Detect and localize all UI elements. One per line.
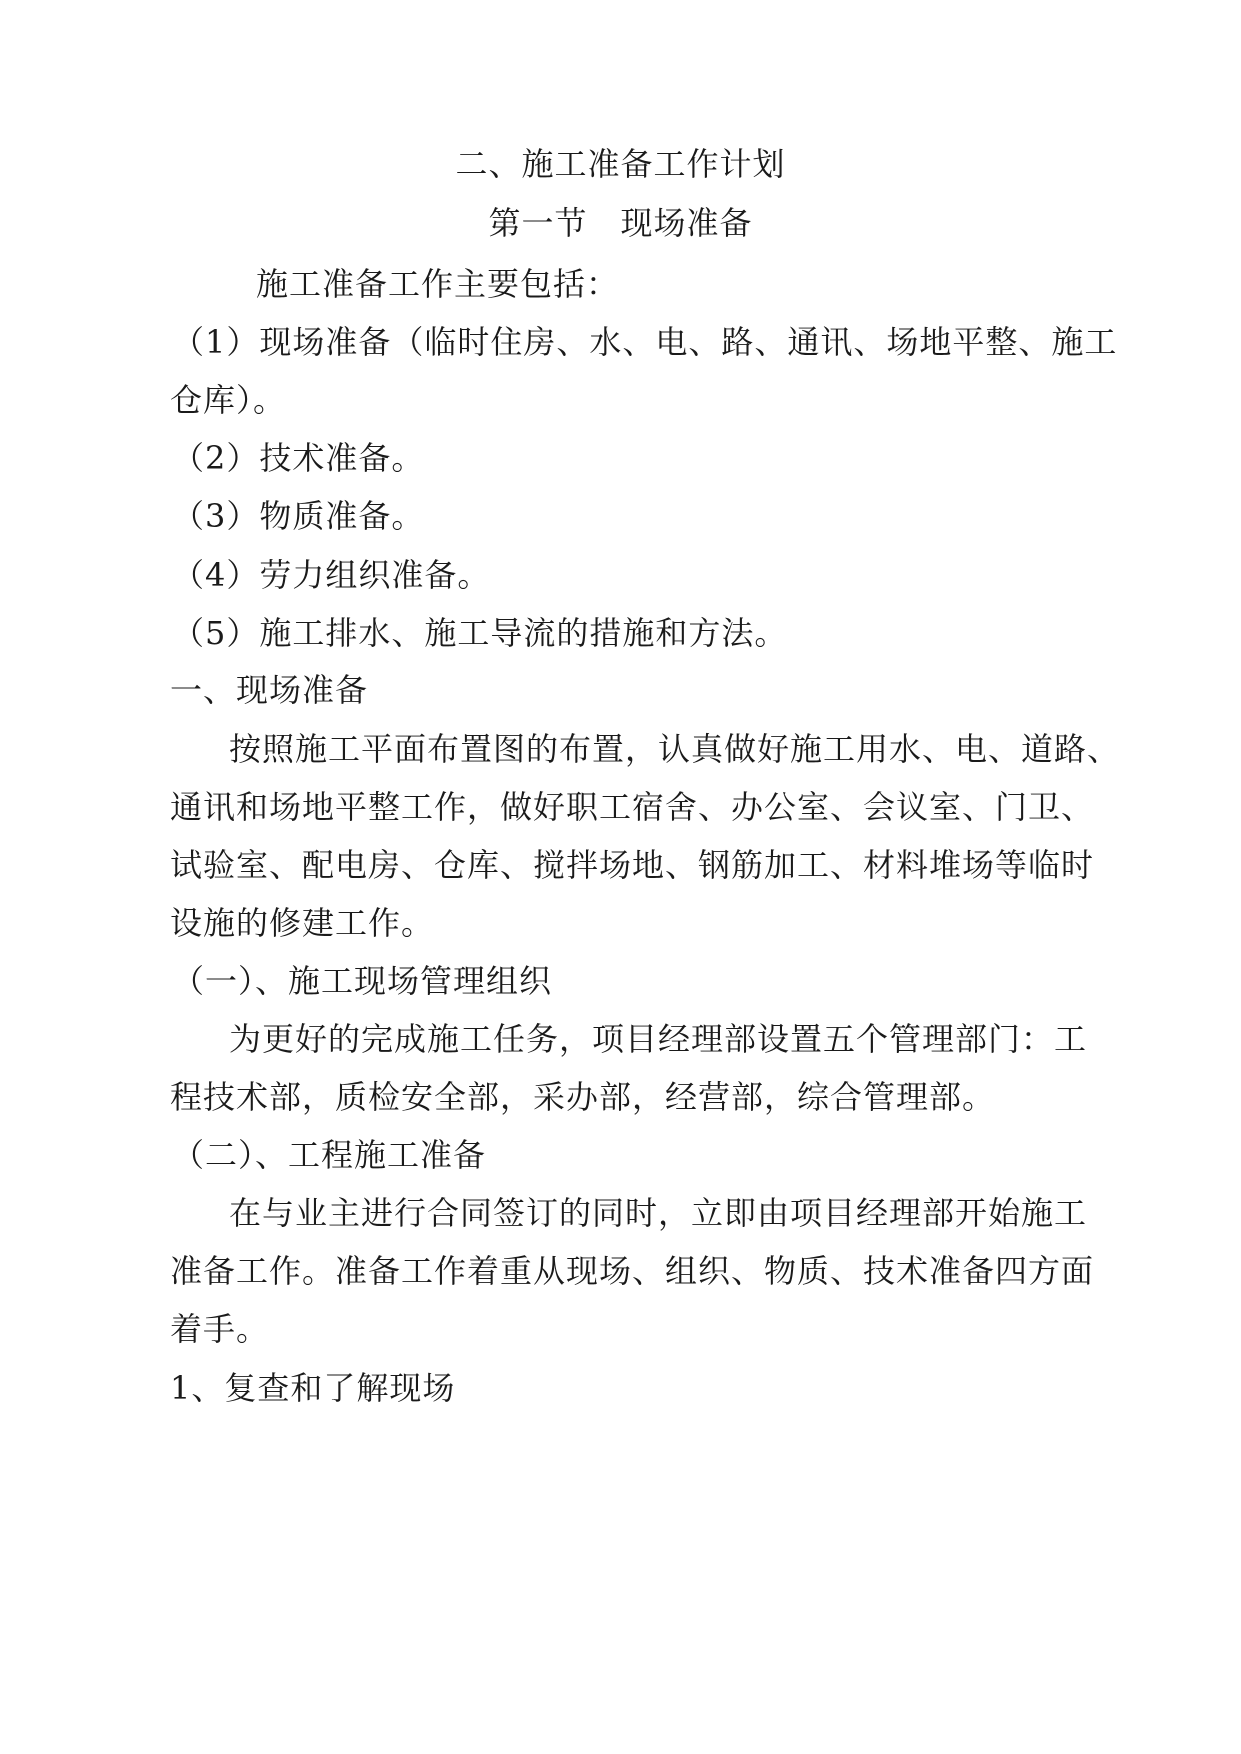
section-title: 第一节 现场准备 bbox=[488, 204, 753, 242]
list-item: （5）施工排水、施工导流的措施和方法。 bbox=[172, 614, 788, 652]
paragraph-line: 在与业主进行合同签订的同时，立即由项目经理部开始施工 bbox=[229, 1194, 1088, 1232]
heading: 一、现场准备 bbox=[170, 671, 369, 709]
paragraph-line: 着手。 bbox=[170, 1310, 270, 1348]
heading: 1、复查和了解现场 bbox=[170, 1369, 456, 1407]
subheading: （二）、工程施工准备 bbox=[172, 1136, 487, 1174]
paragraph-line: 程技术部，质检安全部，采办部，经营部，综合管理部。 bbox=[170, 1078, 996, 1116]
list-item: （1）现场准备（临时住房、水、电、路、通讯、场地平整、施工 bbox=[172, 323, 1118, 361]
paragraph-line: 设施的修建工作。 bbox=[170, 904, 435, 942]
subheading: （一）、施工现场管理组织 bbox=[172, 962, 553, 1000]
paragraph-line: 试验室、配电房、仓库、搅拌场地、钢筋加工、材料堆场等临时 bbox=[170, 846, 1095, 884]
intro-text: 施工准备工作主要包括： bbox=[256, 265, 620, 303]
page-title: 二、施工准备工作计划 bbox=[455, 145, 786, 183]
paragraph-line: 准备工作。准备工作着重从现场、组织、物质、技术准备四方面 bbox=[170, 1252, 1095, 1290]
list-item: （4）劳力组织准备。 bbox=[172, 556, 491, 594]
list-item: 仓库）。 bbox=[170, 381, 287, 419]
paragraph-line: 为更好的完成施工任务，项目经理部设置五个管理部门：工 bbox=[229, 1020, 1088, 1058]
list-item: （3）物质准备。 bbox=[172, 497, 425, 535]
list-item: （2）技术准备。 bbox=[172, 439, 425, 477]
paragraph-line: 通讯和场地平整工作，做好职工宿舍、办公室、会议室、门卫、 bbox=[170, 788, 1095, 826]
paragraph-line: 按照施工平面布置图的布置，认真做好施工用水、电、道路、 bbox=[229, 730, 1121, 768]
